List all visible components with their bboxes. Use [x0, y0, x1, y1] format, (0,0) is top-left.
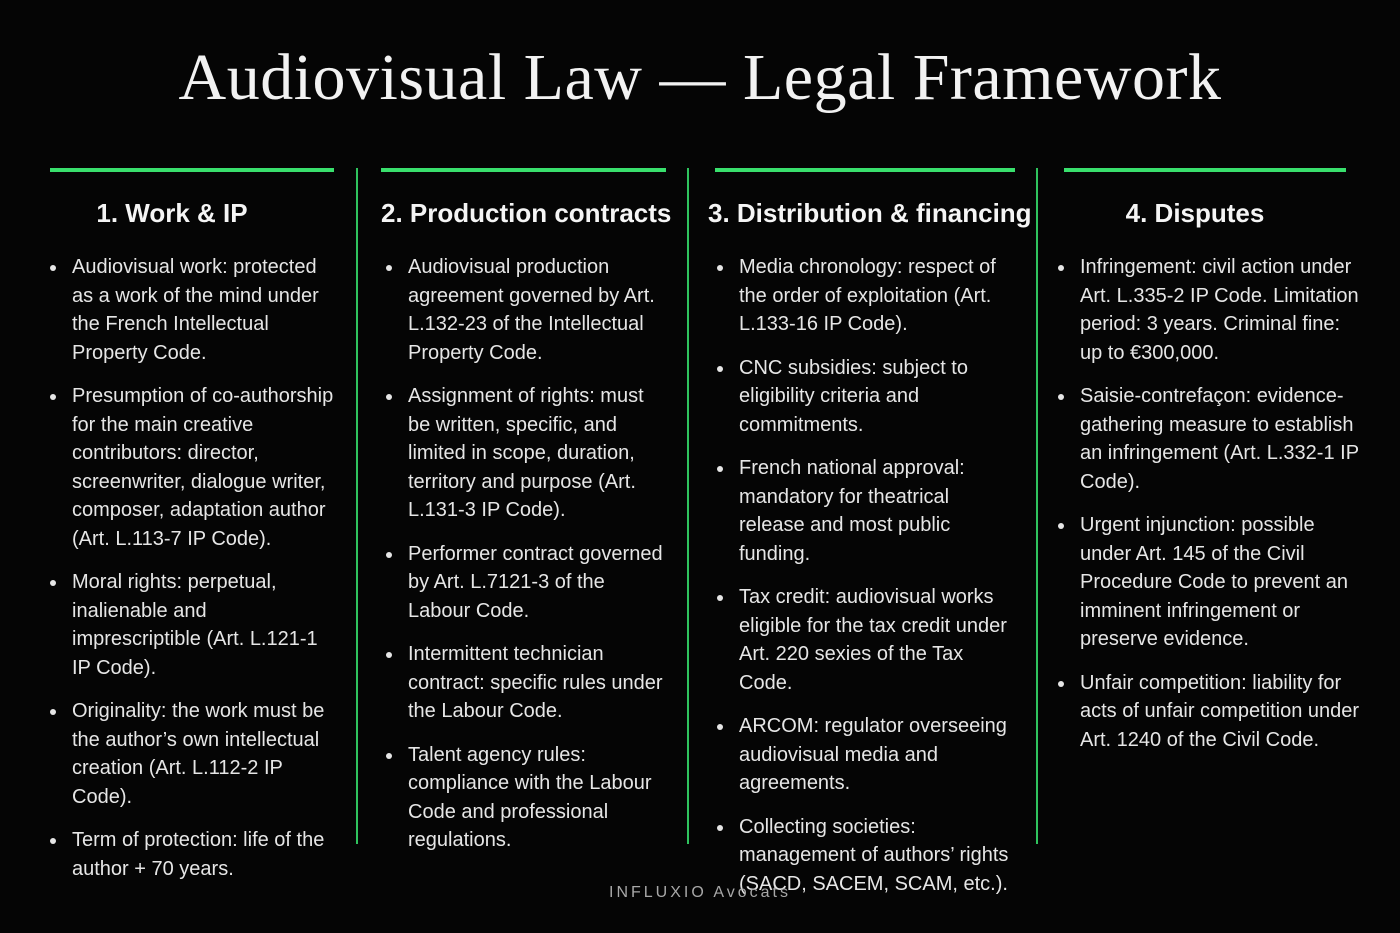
- column-list-production-contracts: [386, 253, 670, 870]
- list-item: Talent agency rules: compliance with the Labour Code and professional regulations.: [386, 741, 670, 855]
- list-item: Originality: the work must be the author’s own intellectual creation (Art. L.112-2 IP Code).: [50, 697, 340, 811]
- list-item: CNC subsidies: subject to eligibility criteria and commitments.: [717, 354, 1019, 440]
- column-title-work-ip: 1. Work & IP: [96, 198, 248, 228]
- list-item: Performer contract governed by Art. L.7121-3 of the Labour Code.: [386, 540, 670, 626]
- list-item: Audiovisual work: protected as a work of the mind under the French Intellectual Property Code.: [50, 253, 340, 367]
- column-list-distribution-financing: [717, 253, 1019, 913]
- column-2-accent-bar: [381, 168, 666, 172]
- list-item: Media chronology: respect of the order of exploitation (Art. L.133-16 IP Code).: [717, 253, 1019, 339]
- column-list-work-ip: [50, 253, 340, 898]
- column-4-accent-bar: [1064, 168, 1346, 172]
- page-title: Audiovisual Law — Legal Framework: [178, 41, 1222, 114]
- column-divider: [687, 168, 689, 844]
- footer-brand: INFLUXIO Avocats: [609, 884, 791, 901]
- list-item: Unfair competition: liability for acts of unfair competition under Art. 1240 of the Civil Code.: [1058, 669, 1364, 755]
- column-title-production-contracts: 2. Production contracts: [381, 198, 672, 228]
- list-item: French national approval: mandatory for theatrical release and most public funding.: [717, 454, 1019, 568]
- list-item: Collecting societies: management of authors’ rights (SACD, SACEM, SCAM, etc.).: [717, 813, 1019, 899]
- column-title-distribution-financing: 3. Distribution & financing: [708, 198, 1032, 228]
- list-item: Term of protection: life of the author + 70 years.: [50, 826, 340, 883]
- list-item: Tax credit: audiovisual works eligible for the tax credit under Art. 220 sexies of the Tax Code.: [717, 583, 1019, 697]
- column-3-accent-bar: [715, 168, 1015, 172]
- column-1-accent-bar: [50, 168, 334, 172]
- list-item: Presumption of co-authorship for the main creative contributors: director, screenwriter, dialogue writer, composer, adaptation author (Art. L.113-7 IP Code).: [50, 382, 340, 553]
- list-item: Audiovisual production agreement governed by Art. L.132-23 of the Intellectual Property Code.: [386, 253, 670, 367]
- column-divider: [356, 168, 358, 844]
- list-item: Saisie-contrefaçon: evidence-gathering measure to establish an infringement (Art. L.332-1 IP Code).: [1058, 382, 1364, 496]
- column-divider: [1036, 168, 1038, 844]
- list-item: Infringement: civil action under Art. L.335-2 IP Code. Limitation period: 3 years. Criminal fine: up to €300,000.: [1058, 253, 1364, 367]
- column-list-disputes: [1058, 253, 1364, 769]
- list-item: Moral rights: perpetual, inalienable and imprescriptible (Art. L.121-1 IP Code).: [50, 568, 340, 682]
- list-item: Assignment of rights: must be written, specific, and limited in scope, duration, territory and purpose (Art. L.131-3 IP Code).: [386, 382, 670, 525]
- list-item: Urgent injunction: possible under Art. 145 of the Civil Procedure Code to prevent an imminent infringement or preserve evidence.: [1058, 511, 1364, 654]
- list-item: Intermittent technician contract: specific rules under the Labour Code.: [386, 640, 670, 726]
- list-item: ARCOM: regulator overseeing audiovisual media and agreements.: [717, 712, 1019, 798]
- column-title-disputes: 4. Disputes: [1125, 198, 1265, 228]
